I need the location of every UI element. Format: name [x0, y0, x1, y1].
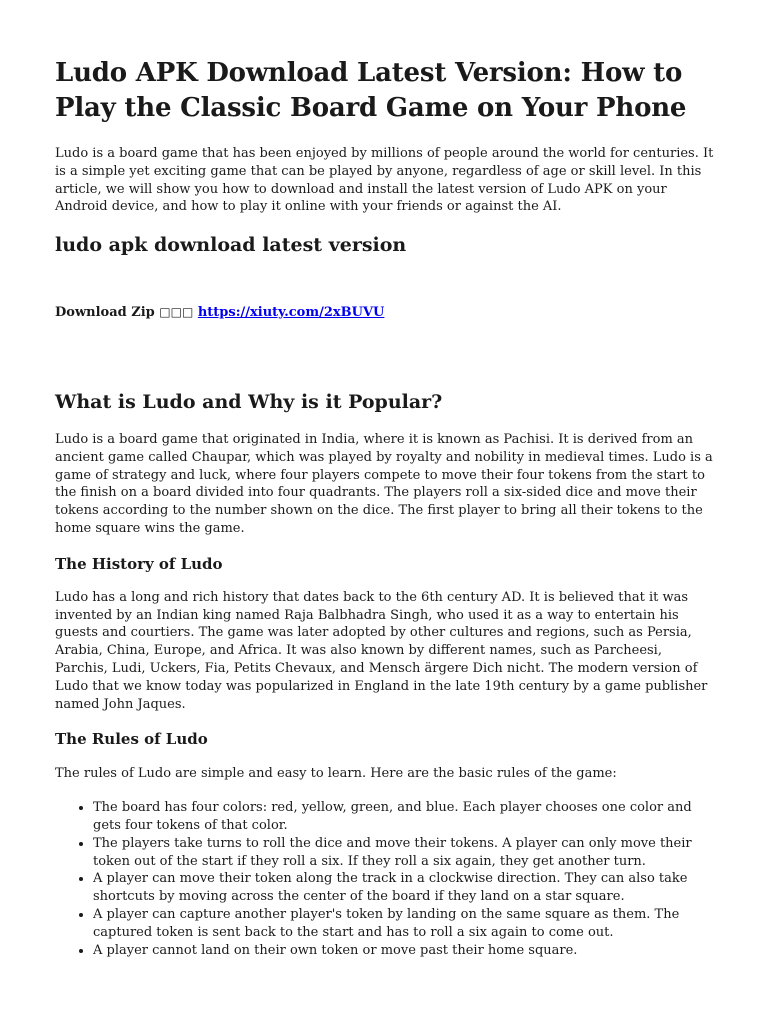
history-heading: The History of Ludo: [55, 554, 223, 573]
list-item: • A player can move their token along the track in a clockwise direction. They can also take shortcuts by moving across the center of the board if they land on a star square.: [93, 870, 715, 906]
list-item: • The players take turns to roll the dice and move their tokens. A player can only move their token out of the start if they roll a six. If they roll a six again, they get another turn.: [93, 835, 715, 871]
intro-paragraph: Ludo is a board game that has been enjoyed by millions of people around the world for centuries. It is a simple yet exciting game that can be played by anyone, regardless of age or skill level. In this article, we will show you how to download and install the latest version of Ludo APK on your Android device, and how to play it online with your friends or against the AI.: [55, 146, 714, 215]
rules-intro: The rules of Ludo are simple and easy to learn. Here are the basic rules of the game:: [55, 766, 617, 782]
history-paragraph: Ludo has a long and rich history that dates back to the 6th century AD. It is believed that it was invented by an Indian king named Raja Balbhadra Singh, who used it as a way to entertain his guests and courtiers. The game was later adopted by other cultures and regions, such as Persia, Arabia, China, Europe, and Africa. It was also known by different names, such as Parcheesi, Parchis, Ludi, Uckers, Fia, Petits Chevaux, and Mensch ärgere Dich nicht. The modern version of Ludo that we know today was popularized in England in the late 19th century by a game publisher named John Jaques.: [55, 589, 708, 712]
what-paragraph: Ludo is a board game that originated in India, where it is known as Pachisi. It is derived from an ancient game called Chaupar, which was played by royalty and nobility in medieval times. Ludo is a game of strategy and luck, where four players compete to move their four tokens from the start to the finish on a board divided into four quadrants. The players roll a six-sided dice and move their tokens according to the number shown on the dice. The first player to bring all their tokens to the home square wins the game.: [55, 431, 713, 536]
list-item: • A player cannot land on their own token or move past their home square.: [93, 942, 715, 960]
download-label: Download Zip: [55, 305, 155, 321]
keyword-heading: ludo apk download latest version: [55, 234, 407, 257]
rules-list: [55, 799, 715, 959]
download-glyphs: □□□: [159, 305, 194, 320]
download-line: [55, 304, 715, 322]
download-link[interactable]: https://xiuty.com/2xBUVU: [197, 305, 385, 321]
rules-heading: The Rules of Ludo: [55, 730, 208, 749]
article-title: Ludo APK Download Latest Version: How to Play the Classic Board Game on Your Phone: [55, 58, 687, 123]
list-item: • The board has four colors: red, yellow, green, and blue. Each player chooses one color and gets four tokens of that color.: [93, 799, 715, 835]
list-item: • A player can capture another player's token by landing on the same square as them. The captured token is sent back to the start and has to roll a six again to come out.: [93, 906, 715, 942]
what-heading: What is Ludo and Why is it Popular?: [55, 390, 443, 413]
